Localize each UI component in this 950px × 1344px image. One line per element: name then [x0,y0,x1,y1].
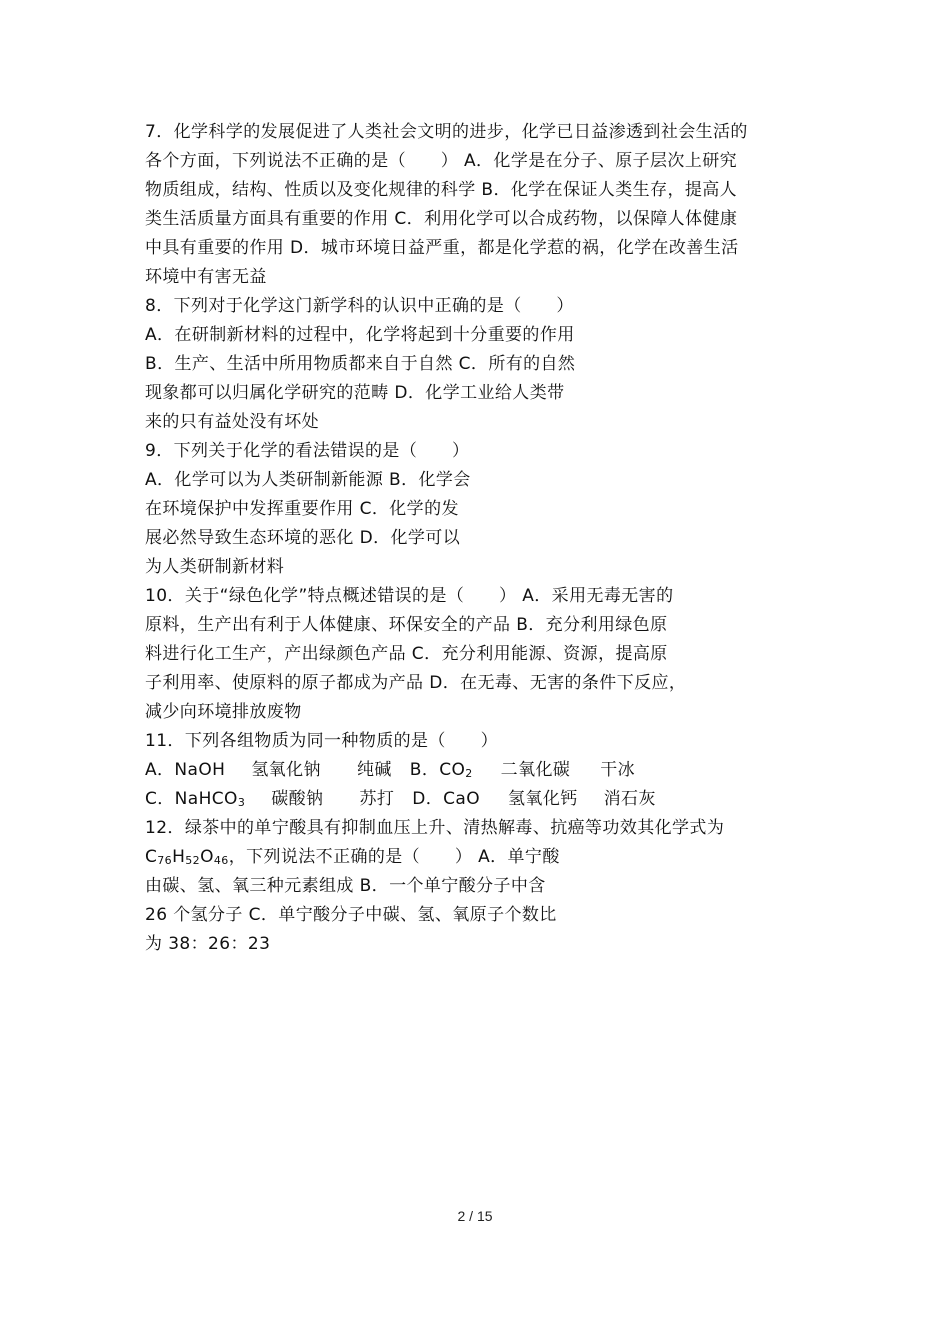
question-7-line-6: 环境中有害无益 [145,267,267,287]
option-c-name-1: 碳酸钠 [271,789,324,809]
question-10-line-3: 料进行化工生产，产出绿颜色产品 C．充分利用能源、资源，提高原 [145,644,668,664]
question-7 [145,118,825,292]
option-a-name-1: 氢氧化钠 [251,760,321,780]
question-8-line-3: B．生产、生活中所用物质都来自于自然 C．所有的自然 [145,354,576,374]
question-12-line-2-text: ，下列说法不正确的是（ ） A．单宁酸 [228,847,560,867]
question-11 [145,727,825,814]
question-12 [145,814,825,959]
question-7-line-2: 各个方面，下列说法不正确的是（ ） A．化学是在分子、原子层次上研究 [145,151,738,171]
option-b-name-1: 二氧化碳 [500,760,571,780]
question-10-line-4: 子利用率、使原料的原子都成为产品 D．在无毒、无害的条件下反应， [145,673,687,693]
chemical-formula: $C_{76}H_{52}O_{46}$ [145,847,229,867]
question-10 [145,582,825,727]
option-a-name-2: 纯碱 [356,760,392,780]
question-12-line-4: 26 个氢分子 C．单宁酸分子中碳、氢、氧原子个数比 [145,905,557,925]
question-7-line-5: 中具有重要的作用 D．城市环境日益严重，都是化学惹的祸，化学在改善生活 [145,238,739,258]
question-8-line-4: 现象都可以归属化学研究的范畴 D．化学工业给人类带 [145,383,565,403]
option-a-label: A．NaOH [145,760,226,780]
question-12-line-5: 为 38：26：23 [145,934,271,954]
question-content [145,118,825,959]
option-b-name-2: 干冰 [600,760,636,780]
option-d-label: D．CaO [412,789,481,809]
question-7-line-4: 类生活质量方面具有重要的作用 C．利用化学可以合成药物，以保障人体健康 [145,209,738,229]
question-10-line-2: 原料，生产出有利于人体健康、环保安全的产品 B．充分利用绿色原 [145,615,668,635]
question-11-options-row-2 [145,785,825,814]
question-12-line-3: 由碳、氢、氧三种元素组成 B．一个单宁酸分子中含 [145,876,546,896]
question-8-stem: 8．下列对于化学这门新学科的认识中正确的是（ ） [145,296,574,316]
question-9-line-3: 在环境保护中发挥重要作用 C．化学的发 [145,499,459,519]
question-7-line-1: 7．化学科学的发展促进了人类社会文明的进步，化学已日益渗透到社会生活的 [145,122,748,142]
question-9-stem: 9．下列关于化学的看法错误的是（ ） [145,441,470,461]
option-b-label: B．$CO_2$ [409,760,473,780]
question-9-line-4: 展必然导致生态环境的恶化 D．化学可以 [145,528,461,548]
option-c-label: C．NaHCO$_3$ [145,789,246,809]
question-10-line-5: 减少向环境排放废物 [145,702,302,722]
option-d-name-2: 消石灰 [603,789,656,809]
question-7-line-3: 物质组成，结构、性质以及变化规律的科学 B．化学在保证人类生存，提高人 [145,180,738,200]
question-8-line-5: 来的只有益处没有坏处 [145,412,319,432]
option-d-name-1: 氢氧化钙 [508,789,578,809]
question-11-stem: 11．下列各组物质为同一种物质的是（ ） [145,731,499,751]
page-number: 2 / 15 [457,1208,493,1224]
question-8 [145,292,825,437]
question-9 [145,437,825,582]
question-9-line-5: 为人类研制新材料 [145,557,285,577]
option-c-name-2: 苏打 [359,789,395,809]
question-10-line-1: 10．关于“绿色化学”特点概述错误的是（ ） A．采用无毒无害的 [145,586,674,606]
question-9-line-2: A．化学可以为人类研制新能源 B．化学会 [145,470,471,490]
question-11-options-row-1 [145,756,825,785]
question-8-line-2: A．在研制新材料的过程中，化学将起到十分重要的作用 [145,325,575,345]
question-12-line-2 [145,843,825,872]
question-12-line-1: 12．绿茶中的单宁酸具有抑制血压上升、清热解毒、抗癌等功效其化学式为 [145,818,725,838]
